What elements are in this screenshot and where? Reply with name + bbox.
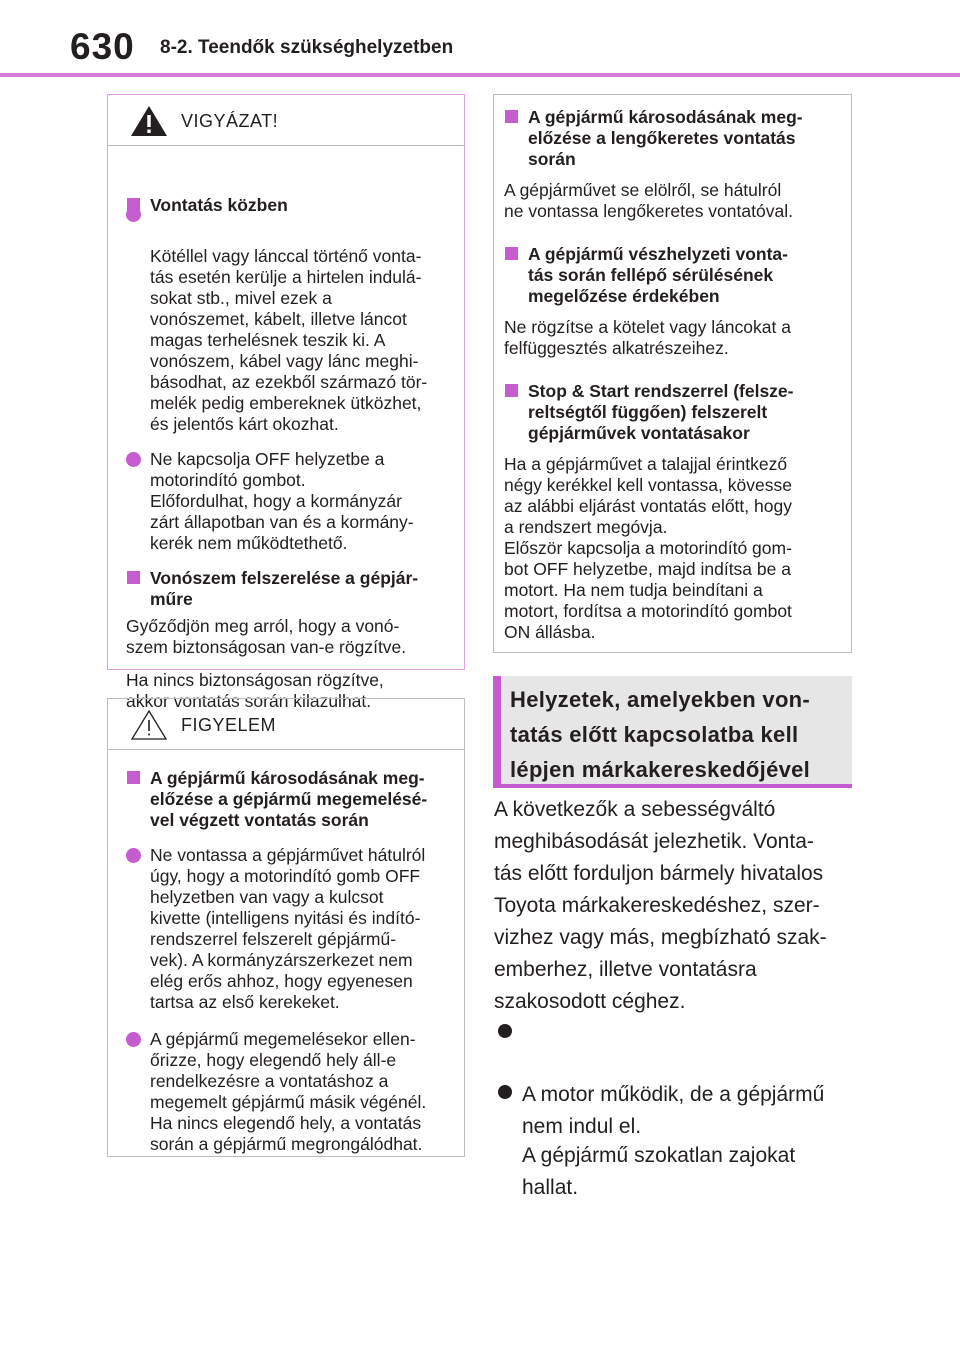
bullet-item: Kötéllel vagy lánccal történő vonta- tás esetén kerülje a hirtelen indulá- sokat stb., mivel ezek a vonószemet, kábelt, illetve láncot magas terhelésnek teszik ki. A vonószem, kábel vagy lánc meghi- básodhat, az ezekből származó tör- melék pedig embereknek ütközhet, és jelentős kárt okozhat. xyxy=(126,204,446,435)
bullet-dot-icon xyxy=(126,207,141,222)
square-bullet-icon xyxy=(127,771,140,784)
bullet-dot-icon xyxy=(498,1085,512,1099)
heading-text: Helyzetek, amelyekben von- tatás előtt kapcsolatba kell lépjen márkakereskedőjével xyxy=(510,687,811,782)
warning-box xyxy=(107,94,465,711)
notice-box xyxy=(107,698,465,1157)
heading-accent-bar xyxy=(493,676,501,784)
right-info-box xyxy=(493,94,852,653)
bullet-item: Ne kapcsolja OFF helyzetbe a motorindító gombot. Előfordulhat, hogy a kormányzár zárt állapotban van és a kormány- kerék nem működtethető. xyxy=(126,449,446,554)
paragraph: Győződjön meg arról, hogy a vonó- szem biztonságosan van-e rögzítve. xyxy=(126,616,407,657)
paragraph: Ha nincs biztonságosan rögzítve, akkor vontatás során kilazulhat. xyxy=(126,670,384,711)
section-heading: A gépjármű károsodásának meg- előzése a gépjármű megemelésé- vel végzett vontatás során xyxy=(126,768,446,831)
bullet-item: A motor működik, de a gépjármű nem indul el. xyxy=(496,1015,882,1143)
notice-title: FIGYELEM xyxy=(181,715,277,735)
bullet-item: Ne vontassa a gépjárművet hátulról úgy, hogy a motorindító gomb OFF helyzetben van vagy a kulcsot kivette (intelligens nyitási és indító- rendszerrel felszerelt gépjármű- vek). A kormányzárszerkezet nem elég erős ahhoz, hogy egyenesen tartsa az első kerekeket. xyxy=(126,845,446,1013)
warning-title: VIGYÁZAT! xyxy=(181,111,279,131)
dealer-intro: A következők a sebességváltó meghibásodását jelezhetik. Vonta- tás előtt forduljon bármely hivatalos Toyota márkakereskedéshez, szer- vizhez vagy más, megbízható szak- emberhez, illetve vontatásra szakosodott céghez. xyxy=(494,798,827,1013)
caution-triangle-icon xyxy=(129,708,169,742)
bullet-dot-icon xyxy=(498,1024,512,1038)
bullet-dot-icon xyxy=(126,1032,141,1047)
section-heading: Vonószem felszerelése a gépjár- műre xyxy=(126,568,446,610)
dealer-section-heading xyxy=(493,676,852,788)
square-bullet-icon xyxy=(505,110,518,123)
heading-underline xyxy=(493,784,852,788)
bullet-item: A gépjármű megemelésekor ellen- őrizze, hogy elegendő hely áll-e rendelkezésre a vontatáshoz a megemelt gépjármű másik végénél. Ha nincs elegendő hely, a vontatás során a gépjármű megrongálódhat. xyxy=(126,1029,446,1155)
section-heading: A gépjármű károsodásának meg- előzése a lengőkeretes vontatás során xyxy=(504,107,839,170)
square-bullet-icon xyxy=(127,571,140,584)
paragraph: Ha a gépjárművet a talajjal érintkező négy kerékkel kell vontassa, kövesse az alábbi eljárást vontatás előtt, hogy a rendszert megóvja. Először kapcsolja a motorindító gom- bot OFF helyzetbe, majd indítsa be a motort. Ha nem tudja beindítani a motort, fordítsa a motorindító gombot ON állásba. xyxy=(504,454,792,642)
bullet-dot-icon xyxy=(126,848,141,863)
square-bullet-icon xyxy=(505,384,518,397)
paragraph: Ne rögzítse a kötelet vagy láncokat a felfüggesztés alkatrészeihez. xyxy=(504,317,791,358)
section-heading: Stop & Start rendszerrel (felsze- reltségtől függően) felszerelt gépjárművek vontatásakor xyxy=(504,381,839,444)
paragraph: A gépjárművet se elölről, se hátulról ne vontassa lengőkeretes vontatóval. xyxy=(504,180,793,221)
bullet-dot-icon xyxy=(126,452,141,467)
section-heading: Vontatás közben xyxy=(126,195,446,216)
bullet-item: A gépjármű szokatlan zajokat hallat. xyxy=(496,1076,882,1204)
square-bullet-icon xyxy=(505,247,518,260)
section-title: 8-2. Teendők szükséghelyzetben xyxy=(160,37,454,58)
page-header xyxy=(0,0,960,78)
warning-box-header xyxy=(108,95,464,146)
page-number: 630 xyxy=(70,26,135,67)
header-rule xyxy=(0,73,960,77)
section-heading: A gépjármű vészhelyzeti vonta- tás során fellépő sérülésének megelőzése érdekében xyxy=(504,244,839,307)
notice-box-header xyxy=(108,699,464,750)
warning-triangle-icon xyxy=(129,104,169,138)
